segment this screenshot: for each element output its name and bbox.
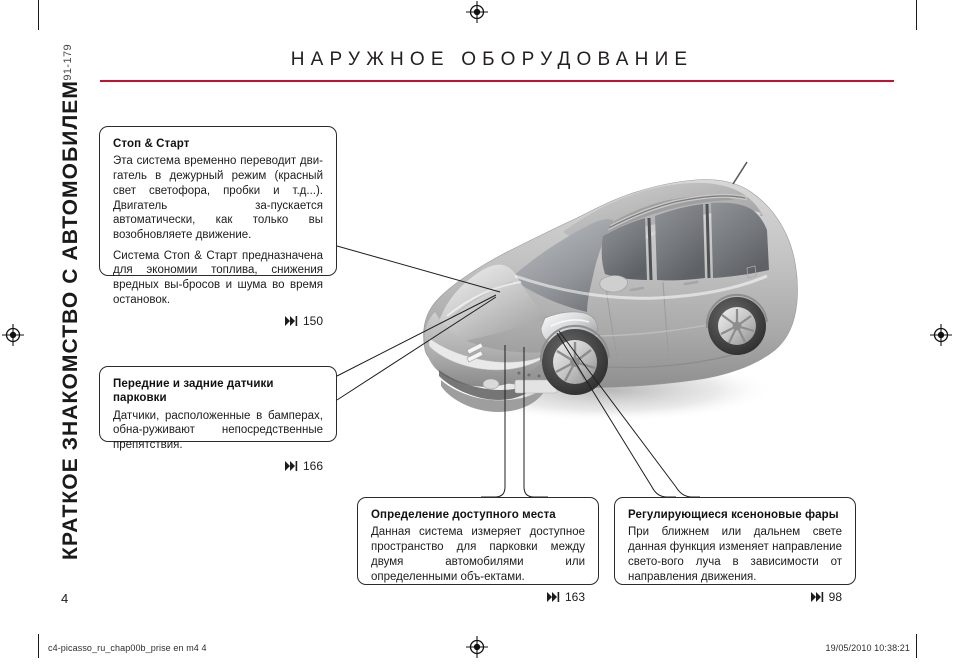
- crop-mark-top-right: [916, 0, 917, 30]
- callout-title: Стоп & Старт: [113, 138, 190, 150]
- page-number: 4: [61, 591, 69, 606]
- chapter-band: [50, 80, 90, 560]
- registration-mark-bottom: [466, 636, 488, 658]
- crop-mark-top-left: [38, 0, 39, 30]
- footer-file-name: c4-picasso_ru_chap00b_prise en m4 4: [48, 643, 207, 653]
- registration-mark-left: [2, 324, 24, 346]
- callout-title: Передние и задние датчики парковки: [113, 378, 274, 405]
- registration-mark-top: [466, 1, 488, 23]
- callout-title: Определение доступного места: [371, 509, 556, 521]
- fog-lamp: [483, 379, 499, 389]
- skip-forward-icon: [285, 316, 298, 326]
- side-mirror: [600, 276, 628, 293]
- cross-reference-page: 163: [564, 590, 585, 605]
- callout-paragraph: Данная система измеряет доступное пространство для парковки между двумя автомобилями или определенными объ-ектами.: [371, 526, 585, 583]
- side-window-rear: [655, 204, 705, 280]
- callout-paragraph: Эта система временно переводит дви-гатель в дежурный режим (красный свет светофора, пробки и т.д...). Двигатель за-пускается автоматически, как только вы возобновляете движение.: [113, 155, 323, 241]
- callout-title: Регулирующиеся ксеноновые фары: [628, 509, 839, 521]
- cross-reference[interactable]: [113, 459, 323, 473]
- skip-forward-icon: [285, 461, 298, 471]
- header-rule: [100, 80, 894, 82]
- footer-rule-right: [916, 634, 917, 658]
- cross-reference-page: 150: [302, 313, 323, 328]
- cross-reference-page: 166: [302, 458, 323, 473]
- callout-paragraph: Датчики, расположенные в бамперах, обна-руживают непосредственные препятствия.: [113, 409, 323, 452]
- skip-forward-icon: [811, 592, 824, 602]
- chapter-band-label: КРАТКОЕ ЗНАКОМСТВО С АВТОМОБИЛЕМ: [58, 80, 82, 560]
- wheel-front: [542, 329, 608, 395]
- cross-reference[interactable]: [113, 314, 323, 328]
- registration-mark-right: [930, 324, 952, 346]
- callout-paragraph: При ближнем или дальнем свете данная функция изменяет направление свето-вого луча в зависимости от направления движения.: [628, 526, 842, 583]
- footer-timestamp: 19/05/2010 10:38:21: [825, 643, 910, 653]
- callout-paragraph: Система Стоп & Старт предназначена для экономии топлива, снижения вредных вы-бросов и шума во время остановок.: [113, 249, 323, 306]
- callout-parking-sensors[interactable]: [99, 366, 337, 473]
- callout-space-detection[interactable]: [357, 497, 599, 605]
- window-pillar-c: [707, 204, 709, 278]
- cross-reference[interactable]: [628, 590, 842, 604]
- callout-stop-start[interactable]: [99, 126, 337, 328]
- wheel-rear: [708, 297, 766, 355]
- cross-reference[interactable]: [371, 590, 585, 604]
- footer-rule-left: [38, 634, 39, 658]
- cross-reference-page: 98: [828, 590, 842, 605]
- car-illustration: [395, 140, 815, 440]
- window-pillar-b: [649, 218, 651, 280]
- skip-forward-icon: [547, 592, 560, 602]
- folio-code: 91-179: [62, 44, 74, 81]
- page-title: НАРУЖНОЕ ОБОРУДОВАНИЕ: [290, 49, 694, 70]
- callout-xenon-headlights[interactable]: [614, 497, 856, 605]
- antenna: [733, 162, 747, 184]
